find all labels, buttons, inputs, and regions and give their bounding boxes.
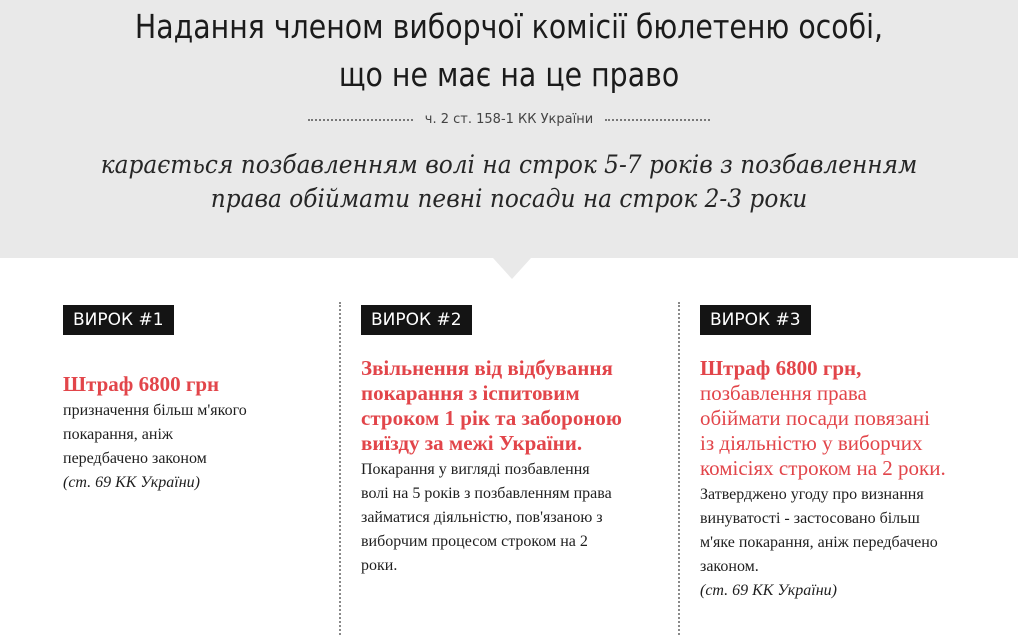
page-title — [71, 3, 946, 99]
verdict-body-line: займатися діяльністю, пов'язаною з — [361, 509, 603, 526]
verdict-body-line: Затверджено угоду про визнання — [700, 486, 924, 503]
verdict-highlight-line: Звільнення від відбування — [361, 356, 613, 380]
verdict-highlight-line: Штраф 6800 грн, — [700, 356, 862, 380]
verdict-body-line: м'яке покарання, аніж передбачено — [700, 534, 938, 551]
verdict-body-line: виборчим процесом строком на 2 — [361, 533, 588, 550]
verdict-highlight-line: строком 1 рік та забороною — [361, 406, 622, 430]
verdict-highlight — [700, 356, 1005, 381]
penalty-line-1: карається позбавленням волі на строк 5-7 років з позбавленням — [100, 150, 918, 179]
verdict-body-line: винуватості - застосовано більш — [700, 510, 920, 527]
verdict-highlight-line: Штраф 6800 грн — [63, 372, 220, 396]
header-pointer — [493, 258, 531, 279]
verdict-highlight-extra-line: із діяльністю у виборчих — [700, 431, 923, 455]
verdict-body-line: роки. — [361, 557, 398, 574]
verdict-body-line: Покарання у вигляді позбавлення — [361, 461, 590, 478]
verdict-body-line: покарання, аніж — [63, 426, 173, 443]
verdict-body — [361, 458, 666, 578]
article-text: ч. 2 ст. 158-1 КК України — [424, 112, 594, 127]
verdict-badge: ВИРОК #3 — [700, 305, 811, 335]
verdict-highlight-extra — [700, 381, 1005, 481]
verdict-highlight-line: виїзду за межі України. — [361, 431, 583, 455]
verdict-badge: ВИРОК #1 — [63, 305, 174, 335]
law-reference: (ст. 69 КК України) — [700, 582, 837, 599]
verdict-highlight-extra-line: комісіях строком на 2 роки. — [700, 456, 946, 480]
verdict-highlight — [63, 372, 323, 397]
dotted-rule-left — [308, 119, 413, 121]
verdict-highlight-extra-line: обіймати посади повязані — [700, 406, 930, 430]
verdict-highlight — [361, 356, 666, 456]
verdict-card-3 — [700, 305, 1005, 603]
column-divider-2 — [678, 302, 680, 635]
verdict-highlight-extra-line: позбавлення права — [700, 381, 867, 405]
penalty-line-2: права обіймати певні посади на строк 2-3 роки — [210, 184, 808, 213]
verdict-body — [700, 483, 1005, 579]
verdict-body — [63, 399, 323, 471]
verdict-body-line: призначення більш м'якого — [63, 402, 247, 419]
verdict-body-line: законом. — [700, 558, 759, 575]
verdict-body-line: передбачено законом — [63, 450, 207, 467]
verdict-card-2 — [361, 305, 666, 578]
column-divider-1 — [339, 302, 341, 635]
article-reference — [0, 112, 1018, 127]
law-reference: (ст. 69 КК України) — [63, 474, 200, 491]
verdict-card-1 — [63, 305, 323, 495]
title-line-2: що не має на це право — [338, 55, 680, 94]
verdict-highlight-line: покарання з іспитовим — [361, 381, 580, 405]
dotted-rule-right — [605, 119, 710, 121]
verdict-body-line: волі на 5 років з позбавленням права — [361, 485, 612, 502]
verdict-badge: ВИРОК #2 — [361, 305, 472, 335]
penalty-text — [36, 148, 983, 216]
header-panel — [0, 0, 1018, 258]
title-line-1: Надання членом виборчої комісії бюлетеню особі, — [134, 7, 884, 46]
